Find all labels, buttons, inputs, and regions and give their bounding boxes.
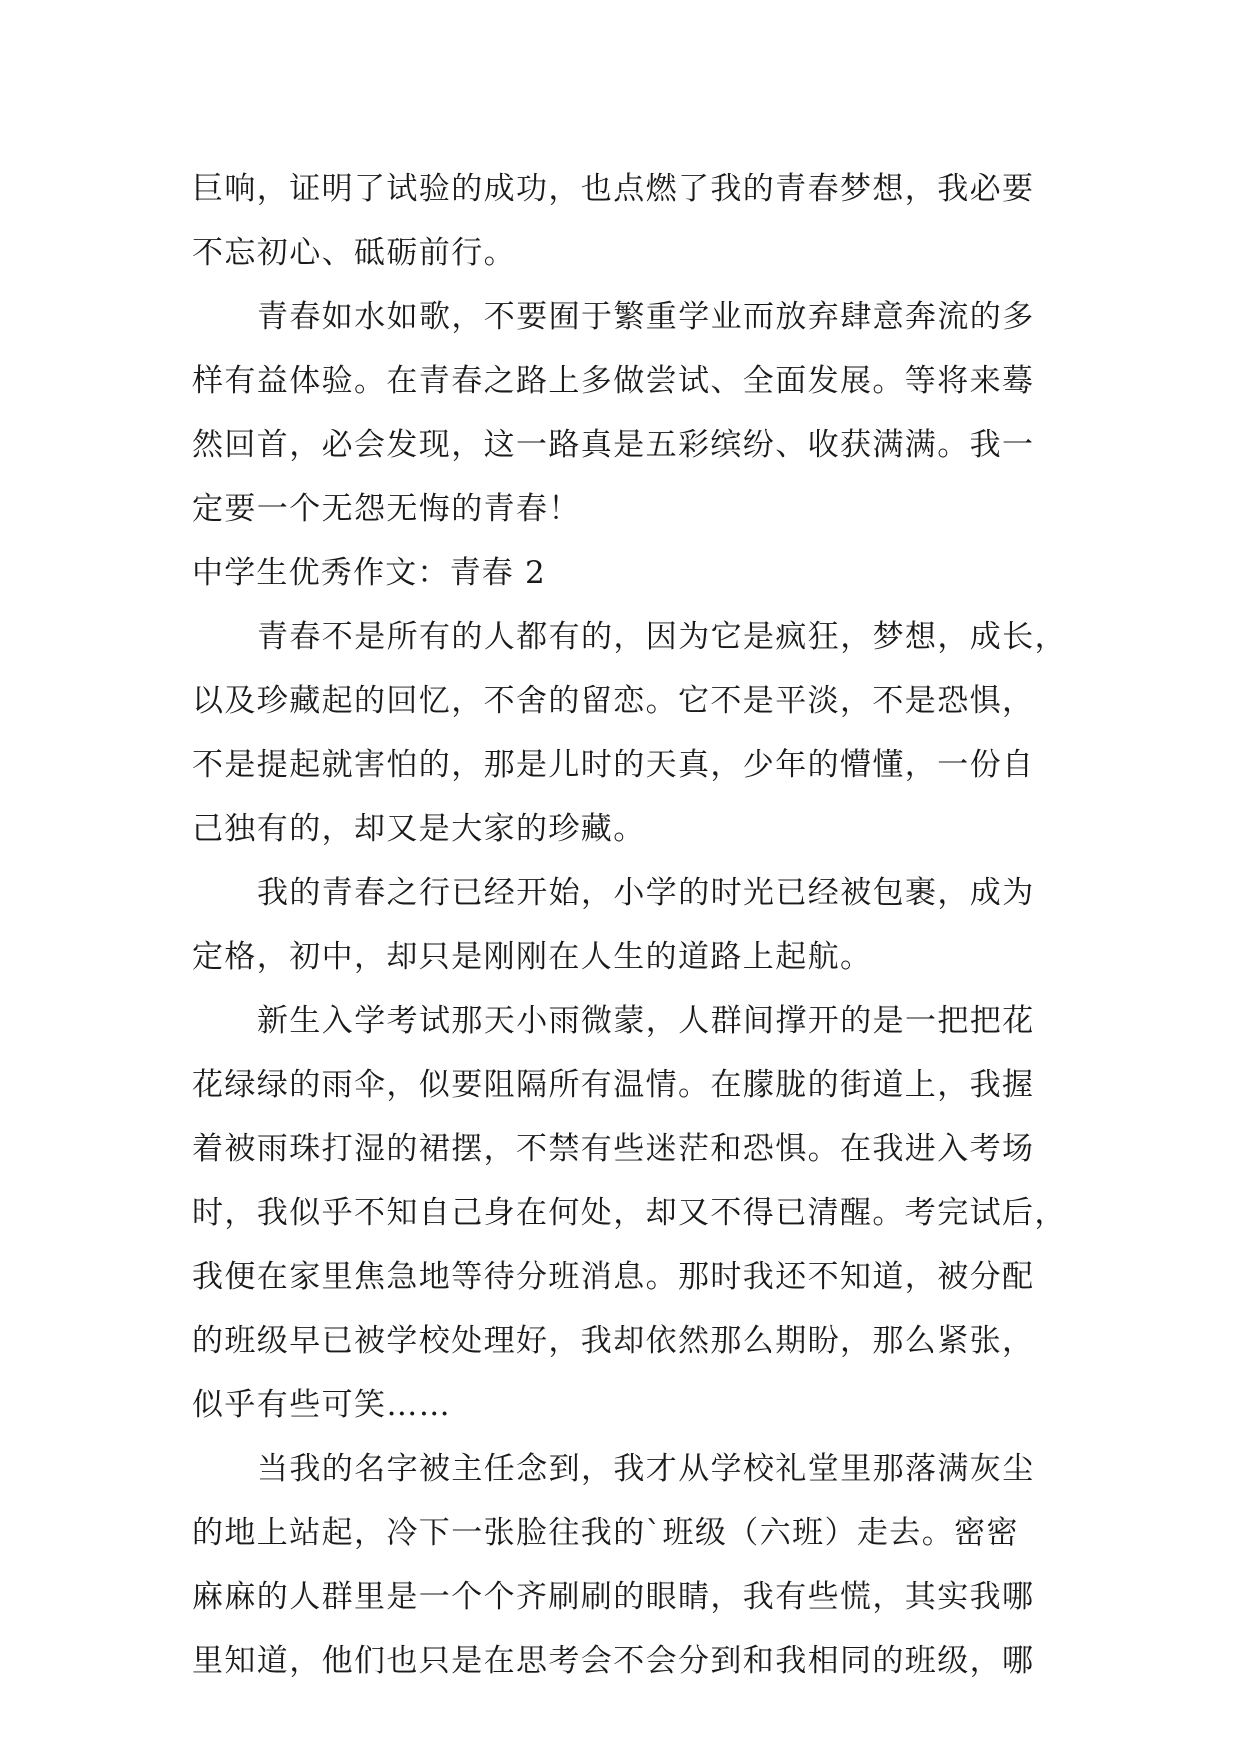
text-line: 巨响，证明了试验的成功，也点燃了我的青春梦想，我必要	[192, 171, 1035, 207]
text-line: 不是提起就害怕的，那是儿时的天真，少年的懵懂，一份自	[192, 747, 1035, 783]
paragraph-start-line: 青春不是所有的人都有的，因为它是疯狂，梦想，成长，	[257, 619, 1067, 655]
section-heading: 中学生优秀作文：青春 2	[192, 555, 546, 591]
text-line: 里知道，他们也只是在思考会不会分到和我相同的班级，哪	[192, 1643, 1035, 1679]
text-line: 定要一个无怨无悔的青春！	[192, 491, 581, 527]
text-line: 样有益体验。在青春之路上多做尝试、全面发展。等将来蓦	[192, 363, 1035, 399]
text-line: 然回首，必会发现，这一路真是五彩缤纷、收获满满。我一	[192, 427, 1035, 463]
text-line: 的地上站起，冷下一张脸往我的`班级（六班）走去。密密	[192, 1515, 1019, 1551]
paragraph-start-line: 新生入学考试那天小雨微蒙，人群间撑开的是一把把花	[257, 1003, 1035, 1039]
text-line: 花绿绿的雨伞，似要阻隔所有温情。在朦胧的街道上，我握	[192, 1067, 1035, 1103]
paragraph-start-line: 青春如水如歌，不要囿于繁重学业而放弃肆意奔流的多	[257, 299, 1035, 335]
text-line: 定格，初中，却只是刚刚在人生的道路上起航。	[192, 939, 873, 975]
paragraph-start-line: 我的青春之行已经开始，小学的时光已经被包裹，成为	[257, 875, 1035, 911]
text-line: 着被雨珠打湿的裙摆，不禁有些迷茫和恐惧。在我进入考场	[192, 1131, 1035, 1167]
text-line: 的班级早已被学校处理好，我却依然那么期盼，那么紧张，	[192, 1323, 1035, 1359]
text-line: 似乎有些可笑……	[192, 1387, 452, 1423]
text-line: 麻麻的人群里是一个个齐刷刷的眼睛，我有些慌，其实我哪	[192, 1579, 1035, 1615]
text-line: 不忘初心、砥砺前行。	[192, 235, 516, 271]
text-line: 我便在家里焦急地等待分班消息。那时我还不知道，被分配	[192, 1259, 1035, 1295]
text-line: 时，我似乎不知自己身在何处，却又不得已清醒。考完试后，	[192, 1195, 1067, 1231]
paragraph-start-line: 当我的名字被主任念到，我才从学校礼堂里那落满灰尘	[257, 1451, 1035, 1487]
text-line: 己独有的，却又是大家的珍藏。	[192, 811, 646, 847]
text-line: 以及珍藏起的回忆，不舍的留恋。它不是平淡，不是恐惧，	[192, 683, 1035, 719]
essay-text	[192, 157, 1067, 1693]
